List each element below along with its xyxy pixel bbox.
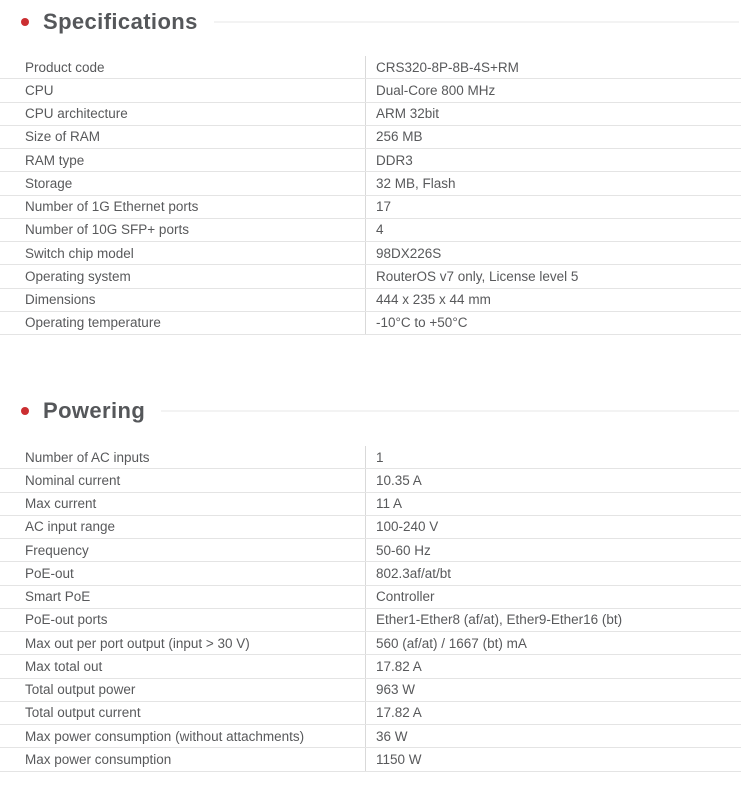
spec-row (0, 79, 741, 102)
spec-value: 11 A (365, 493, 741, 515)
spec-value: 17.82 A (365, 655, 741, 677)
spec-row (0, 748, 741, 771)
spec-label: AC input range (25, 519, 116, 535)
spec-row (0, 219, 741, 242)
spec-value: 963 W (365, 679, 741, 701)
spec-label: Max power consumption (without attachments) (25, 728, 305, 744)
spec-row (0, 609, 741, 632)
spec-row (0, 516, 741, 539)
spec-label: Max current (25, 496, 97, 512)
spec-row (0, 242, 741, 265)
spec-label: Max total out (25, 658, 103, 674)
spec-value: 1150 W (365, 748, 741, 770)
spec-value: 560 (af/at) / 1667 (bt) mA (365, 632, 741, 654)
spec-value: 1 (365, 446, 741, 468)
heading-rule (214, 21, 739, 23)
spec-row (0, 446, 741, 469)
spec-value: 17.82 A (365, 702, 741, 724)
powering-heading (0, 397, 741, 425)
spec-label: Total output current (25, 705, 141, 721)
spec-row (0, 632, 741, 655)
red-bullet-icon (21, 18, 29, 26)
spec-value: 17 (365, 196, 741, 218)
specifications-table (0, 56, 741, 335)
spec-value: Dual-Core 800 MHz (365, 79, 741, 101)
spec-row (0, 586, 741, 609)
red-bullet-icon (21, 407, 29, 415)
spec-label: Product code (25, 59, 105, 75)
spec-label: Number of 1G Ethernet ports (25, 199, 199, 215)
spec-row (0, 539, 741, 562)
spec-value: -10°C to +50°C (365, 312, 741, 334)
spec-value: ARM 32bit (365, 103, 741, 125)
spec-row (0, 149, 741, 172)
spec-row (0, 56, 741, 79)
spec-value: 36 W (365, 725, 741, 747)
spec-value: 256 MB (365, 126, 741, 148)
spec-row (0, 725, 741, 748)
spec-row (0, 469, 741, 492)
spec-value: DDR3 (365, 149, 741, 171)
heading-rule (161, 410, 739, 412)
spec-row (0, 289, 741, 312)
spec-label: RAM type (25, 152, 85, 168)
spec-row (0, 702, 741, 725)
spec-label: Number of 10G SFP+ ports (25, 222, 189, 238)
spec-row (0, 172, 741, 195)
spec-value: 32 MB, Flash (365, 172, 741, 194)
spec-label: Smart PoE (25, 589, 91, 605)
specifications-heading (0, 8, 741, 36)
spec-label: Frequency (25, 542, 89, 558)
spec-value: 802.3af/at/bt (365, 562, 741, 584)
spec-label: Size of RAM (25, 129, 101, 145)
spec-value: 444 x 235 x 44 mm (365, 289, 741, 311)
spec-label: PoE-out ports (25, 612, 108, 628)
spec-label: Nominal current (25, 472, 121, 488)
spec-label: CPU architecture (25, 106, 128, 122)
section-title-specifications: Specifications (43, 9, 198, 34)
spec-value: CRS320-8P-8B-4S+RM (365, 56, 741, 78)
spec-row (0, 126, 741, 149)
spec-value: 50-60 Hz (365, 539, 741, 561)
spec-row (0, 196, 741, 219)
spec-value: 10.35 A (365, 469, 741, 491)
spec-value: 4 (365, 219, 741, 241)
section-specifications (0, 8, 741, 335)
spec-label: Max power consumption (25, 751, 172, 767)
spec-label: PoE-out (25, 565, 74, 581)
spec-row (0, 103, 741, 126)
spec-label: Dimensions (25, 292, 96, 308)
spec-value: RouterOS v7 only, License level 5 (365, 265, 741, 287)
spec-row (0, 655, 741, 678)
powering-table (0, 446, 741, 772)
spec-row (0, 493, 741, 516)
spec-label: CPU (25, 82, 54, 98)
spec-label: Operating temperature (25, 315, 161, 331)
spec-label: Switch chip model (25, 245, 134, 261)
spec-label: Total output power (25, 682, 136, 698)
spec-label: Operating system (25, 268, 131, 284)
spec-label: Storage (25, 175, 73, 191)
spec-label: Number of AC inputs (25, 449, 150, 465)
section-powering (0, 397, 741, 772)
spec-row (0, 679, 741, 702)
spec-row (0, 312, 741, 335)
spec-value: 100-240 V (365, 516, 741, 538)
spec-value: Ether1-Ether8 (af/at), Ether9-Ether16 (bt) (365, 609, 741, 631)
spec-row (0, 562, 741, 585)
spec-label: Max out per port output (input > 30 V) (25, 635, 250, 651)
spec-row (0, 265, 741, 288)
spec-value: Controller (365, 586, 741, 608)
spec-value: 98DX226S (365, 242, 741, 264)
section-title-powering: Powering (43, 398, 146, 423)
